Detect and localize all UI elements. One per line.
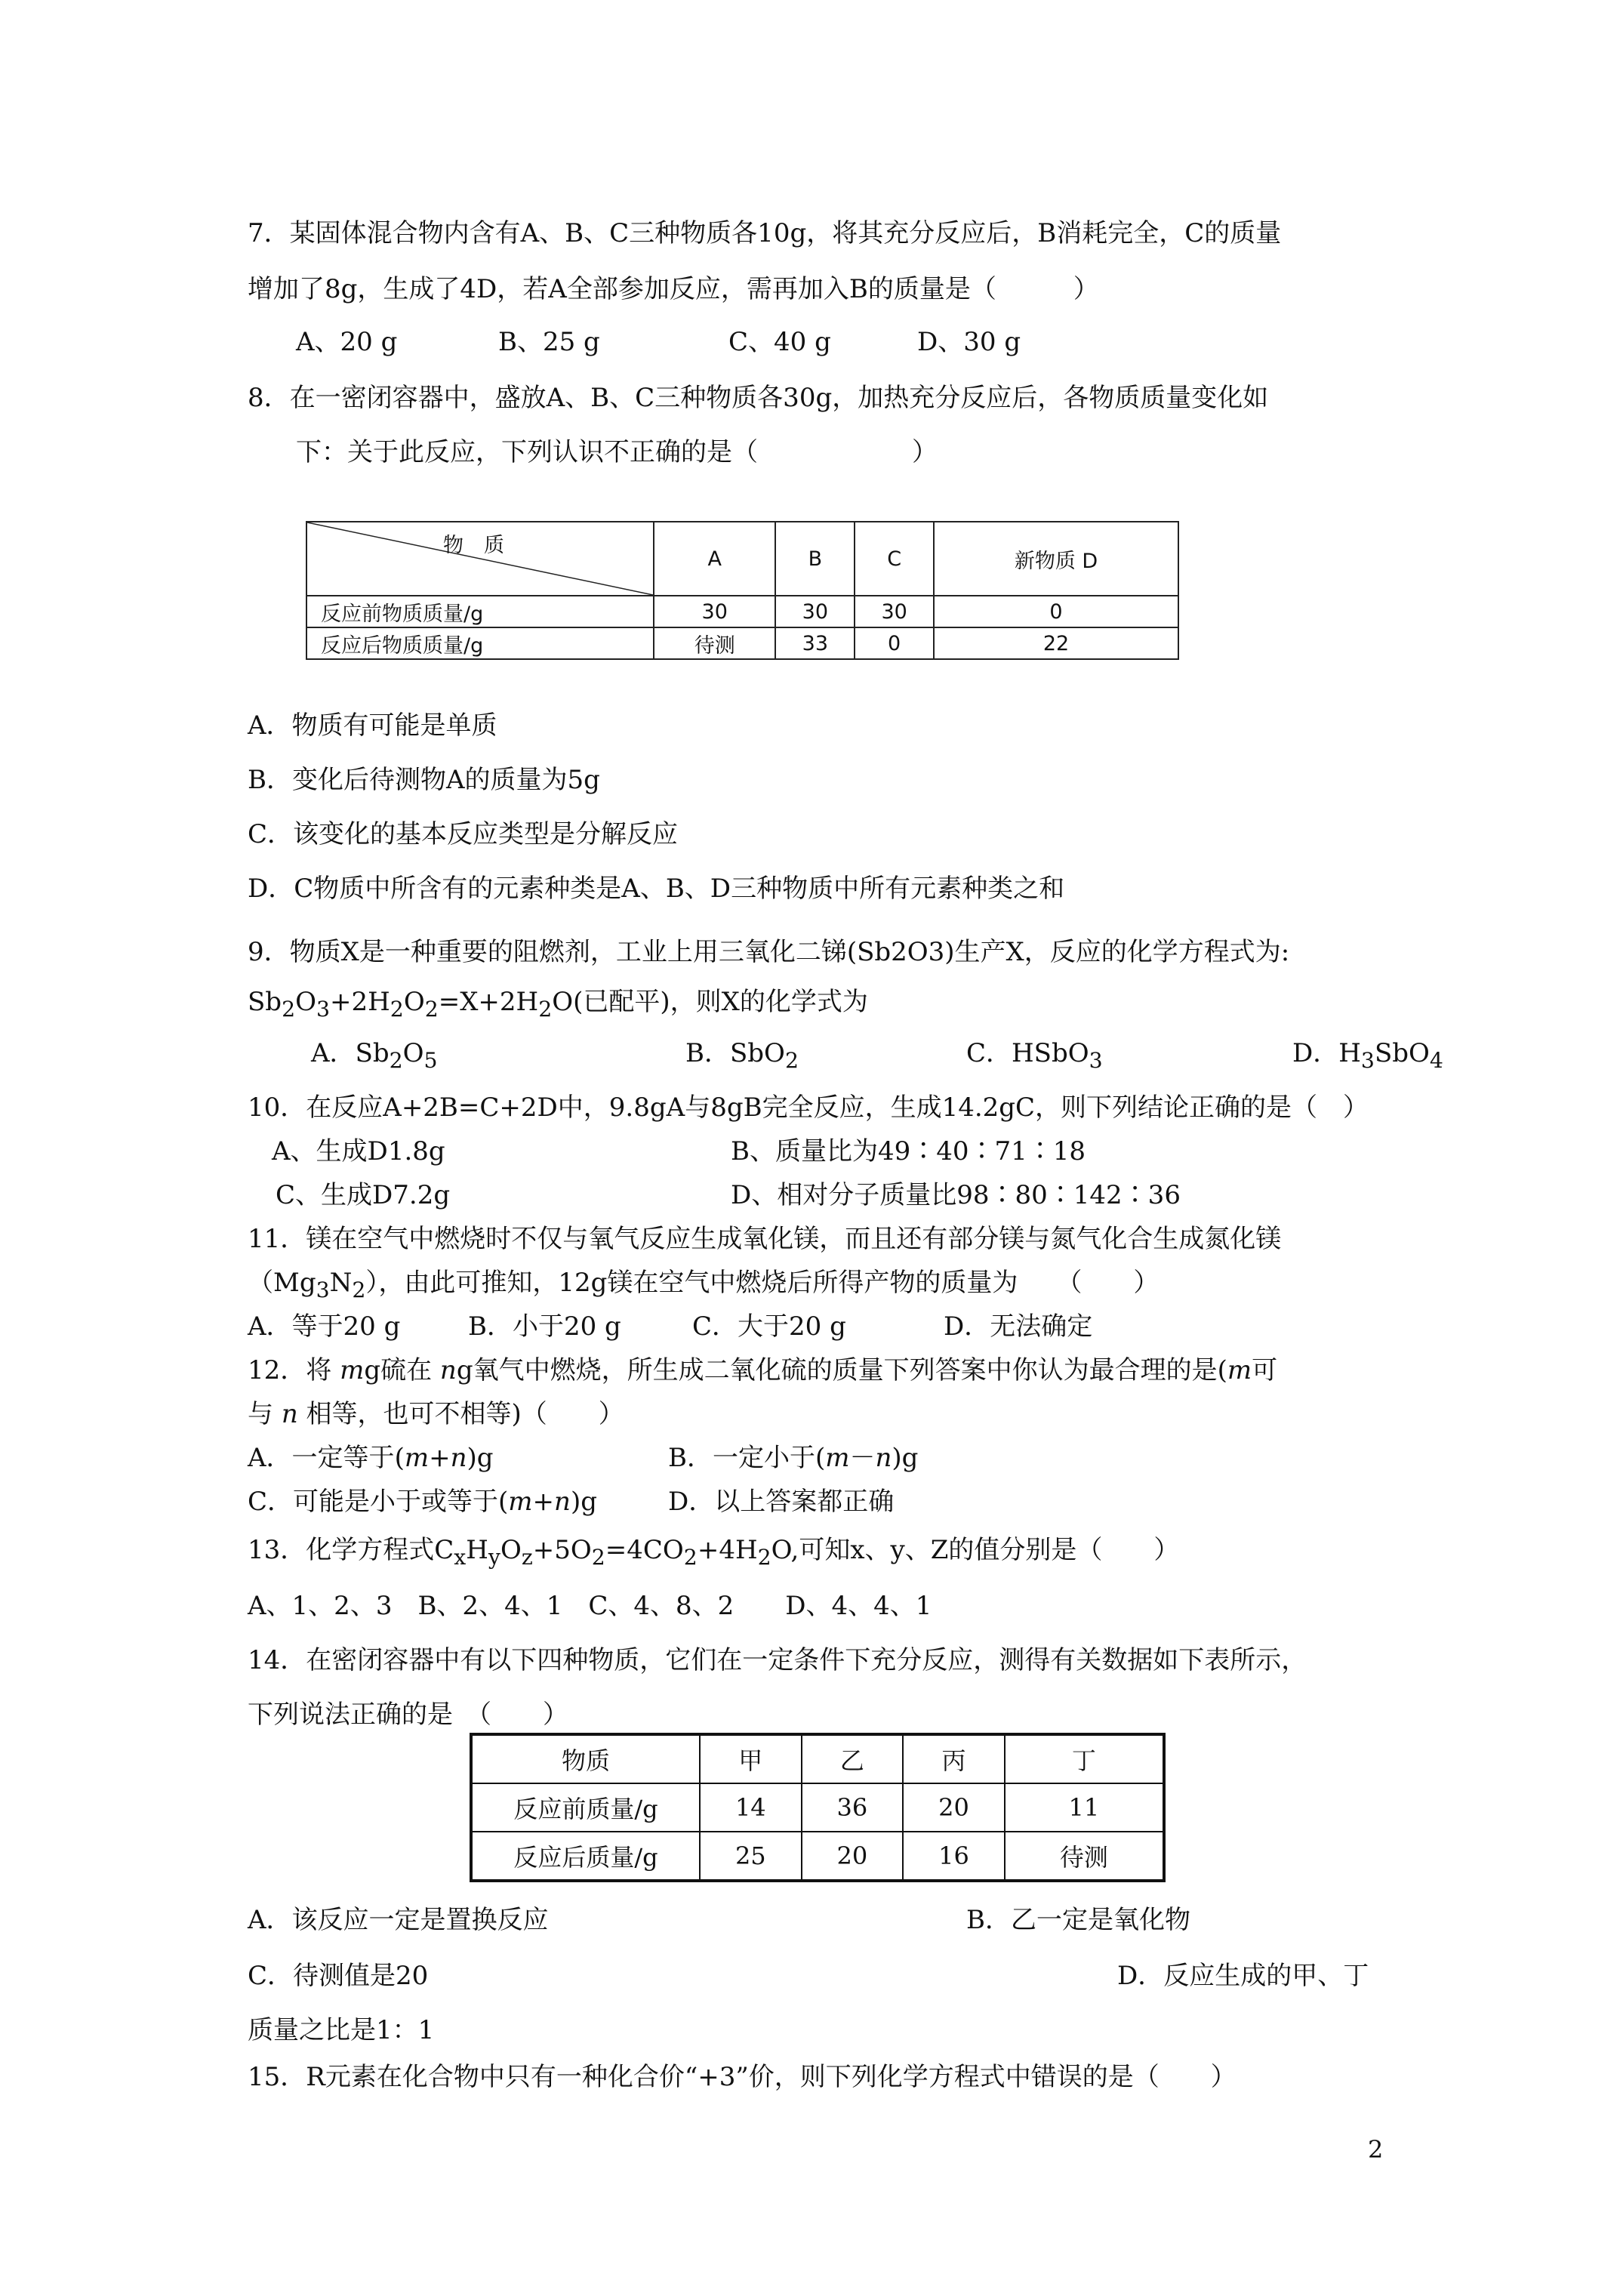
q12-option-b: B．一定小于(m－n)g [668, 1443, 919, 1473]
q9-equation: $Sb_2O_3+2H_2O_2=X+2H_2O$ [248, 987, 574, 1022]
q8-table-corner-cell [306, 522, 654, 596]
q10-option-c: C、生成D7.2g [276, 1180, 451, 1210]
q8-table-header-a: A [654, 522, 775, 596]
q11-option-d: D．无法确定 [944, 1311, 1093, 1342]
table-cell: 反应前质量/g [471, 1783, 700, 1832]
q9-option-a: A．$Sb_2O_5$ [311, 1038, 438, 1073]
q8-table-header-c: C [855, 522, 934, 596]
q8-line2: 下：关于此反应，下列认识不正确的是（ ） [296, 437, 938, 467]
q7-option-c: C、40 g [728, 327, 831, 357]
q14-option-c: C．待测值是20 [248, 1961, 429, 1991]
q8-line1: 8．在一密闭容器中，盛放A、B、C三种物质各30g，加热充分反应后，各物质质量变化如 [248, 383, 1269, 413]
q8-option-d: D．C物质中所含有的元素种类是A、B、D三种物质中所有元素种类之和 [248, 874, 1065, 904]
q8-table-header-d: 新物质 D [934, 522, 1178, 596]
q12-line1: 12．将 mg硫在 ng氧气中燃烧，所生成二氧化硫的质量下列答案中你认为最合理的是(m可 [248, 1355, 1278, 1385]
q7-option-b: B、25 g [498, 327, 600, 357]
q14-option-b: B．乙一定是氧化物 [966, 1905, 1190, 1935]
q11-option-b: B．小于20 g [468, 1311, 621, 1342]
q9-line1: 9．物质X是一种重要的阻燃剂，工业上用三氧化二锑(Sb2O3)生产X，反应的化学方程式为: [248, 937, 1290, 967]
q14-table [470, 1733, 1166, 1882]
q14-option-d: D．反应生成的甲、丁 [1117, 1961, 1369, 1991]
q14-line1: 14．在密闭容器中有以下四种物质，它们在一定条件下充分反应，测得有关数据如下表所示， [248, 1645, 1307, 1675]
q14-table-header-cell: 物质 [471, 1734, 700, 1783]
table-row [471, 1832, 1164, 1881]
q14-table-header-cell: 丙 [903, 1734, 1005, 1783]
table-cell: 30 [855, 596, 934, 627]
q7-line2: 增加了8g，生成了4D，若A全部参加反应，需再加入B的质量是（ ） [248, 274, 1099, 304]
q10-option-a: A、生成D1.8g [272, 1136, 445, 1166]
q9-option-c: C．HSbO$_3$ [966, 1038, 1103, 1073]
q8-option-a: A．物质有可能是单质 [248, 710, 497, 741]
table-cell: 20 [903, 1783, 1005, 1832]
q10-option-d: D、相对分子质量比98∶80∶142∶36 [731, 1180, 1181, 1210]
table-cell: 22 [934, 627, 1178, 659]
q11-line2: $(Mg_3N_2)$，由此可推知，12g镁在空气中燃烧后所得产物的质量为 （ ） [248, 1268, 1160, 1302]
q14-table-header-cell: 乙 [802, 1734, 904, 1783]
table-cell: 16 [903, 1832, 1005, 1881]
q10-line1: 10．在反应A+2B=C+2D中，9.8gA与8gB完全反应，生成14.2gC，则下列结论正确的是（ ） [248, 1093, 1369, 1123]
q15-line1: 15．R元素在化合物中只有一种化合价“+3”价，则下列化学方程式中错误的是（ ） [248, 2062, 1236, 2092]
table-cell: 反应后物质质量/g [306, 627, 654, 659]
q8-table-header-label: 物 质 [443, 534, 504, 557]
q14-line2: 下列说法正确的是 （ ） [248, 1700, 568, 1730]
q11-option-a: A．等于20 g [248, 1311, 401, 1342]
q11-line1: 11．镁在空气中燃烧时不仅与氧气反应生成氧化镁，而且还有部分镁与氮气化合生成氮化镁 [248, 1224, 1282, 1254]
table-cell: 30 [654, 596, 775, 627]
table-cell: 反应后质量/g [471, 1832, 700, 1881]
q9-line2-tail: (已配平)，则X的化学式为 [573, 987, 868, 1017]
table-cell: 20 [802, 1832, 904, 1881]
q14-table-header-cell: 丁 [1005, 1734, 1164, 1783]
q13-line1: 13．化学方程式$C_xH_yO_z+5O_2=4CO_2+4H_2O$,可知x、y、Z的值分别是（ ） [248, 1535, 1180, 1570]
table-cell: 0 [934, 596, 1178, 627]
table-cell: 30 [775, 596, 855, 627]
table-cell: 33 [775, 627, 855, 659]
q10-option-b: B、质量比为49∶40∶71∶18 [731, 1136, 1086, 1166]
table-cell: 待测 [654, 627, 775, 659]
q7-option-a: A、20 g [296, 327, 398, 357]
q8-table [306, 521, 1179, 660]
q12-option-d: D．以上答案都正确 [668, 1487, 895, 1517]
q8-option-b: B．变化后待测物A的质量为5g [248, 765, 600, 795]
table-row [471, 1734, 1164, 1783]
table-cell: 0 [855, 627, 934, 659]
q11-option-c: C．大于20 g [692, 1311, 846, 1342]
q9-line2 [248, 985, 868, 1027]
table-row [306, 596, 1178, 627]
q12-line2: 与 n 相等，也可不相等)（ ） [248, 1399, 624, 1429]
q8-option-c: C．该变化的基本反应类型是分解反应 [248, 819, 679, 849]
table-row [471, 1783, 1164, 1832]
q7-option-d: D、30 g [917, 327, 1021, 357]
q8-table-header-b: B [775, 522, 855, 596]
q12-option-c: C．可能是小于或等于(m+n)g [248, 1487, 597, 1517]
q9-option-d: D．$H_3SbO_4$ [1292, 1038, 1443, 1073]
table-cell: 反应前物质质量/g [306, 596, 654, 627]
table-cell: 14 [700, 1783, 802, 1832]
table-cell: 25 [700, 1832, 802, 1881]
q12-option-a: A．一定等于(m+n)g [248, 1443, 494, 1473]
table-cell: 36 [802, 1783, 904, 1832]
q7-line1: 7．某固体混合物内含有A、B、C三种物质各10g，将其充分反应后，B消耗完全，C的质量 [248, 218, 1282, 248]
table-cell: 11 [1005, 1783, 1164, 1832]
page-number: 2 [1368, 2135, 1384, 2164]
q14-option-d-continued: 质量之比是1：1 [248, 2015, 435, 2045]
q14-table-header-cell: 甲 [700, 1734, 802, 1783]
q9-option-b: B．SbO$_2$ [685, 1038, 799, 1073]
q14-option-a: A．该反应一定是置换反应 [248, 1905, 549, 1935]
table-cell: 待测 [1005, 1832, 1164, 1881]
q11-line2-tail: ，由此可推知，12g镁在空气中燃烧后所得产物的质量为 （ ） [378, 1268, 1160, 1298]
q13-options: A、1、2、3 B、2、4、1 C、4、8、2 D、4、4、1 [248, 1591, 932, 1621]
table-row [306, 627, 1178, 659]
